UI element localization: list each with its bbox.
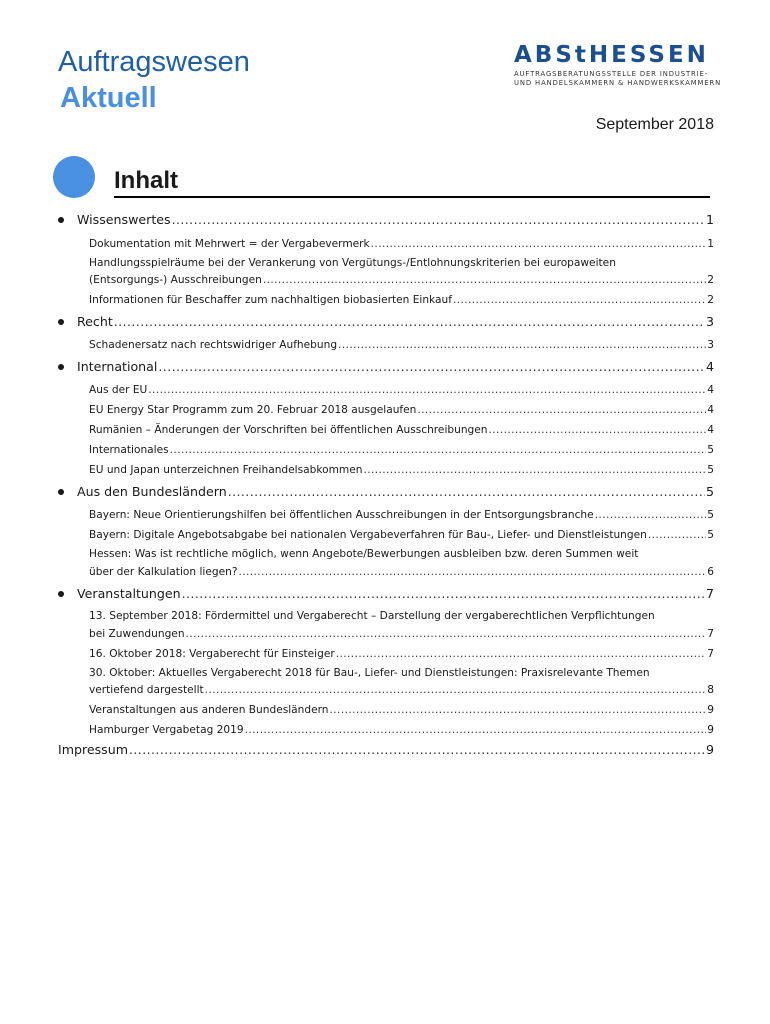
toc-entry-wissenswertes[interactable] [77,212,714,228]
toc-entry-label: Veranstaltungen aus anderen Bundesländern [89,704,329,716]
toc-entry-international[interactable] [77,359,714,375]
toc-entry-recht[interactable] [77,314,714,330]
toc-entry-rumaenien[interactable] [89,423,714,437]
toc-page-number: 9 [707,724,714,736]
toc-entry-label: Recht [77,314,113,329]
toc-entry-label: Rumänien – Änderungen der Vorschriften bei öffentlichen Ausschreibungen [89,424,488,436]
toc-page-number: 7 [707,628,714,640]
toc-page-number: 5 [707,444,714,456]
toc-entry-label: 16. Oktober 2018: Vergaberecht für Einsteiger [89,648,335,660]
toc-entry-label: EU Energy Star Programm zum 20. Februar 2018 ausgelaufen [89,404,417,416]
toc-entry-label: Aus den Bundesländern [77,484,227,499]
toc-entry-energy-star[interactable] [89,403,714,417]
absthessen-logo [514,40,720,88]
toc-entry-label: Hamburger Vergabetag 2019 [89,724,244,736]
toc-entry-label: Wissenswertes [77,212,171,227]
toc-entry-label: Impressum [58,742,128,757]
toc-entry-aktuelles-vergaberecht-line1[interactable]: 30. Oktober: Aktuelles Vergaberecht 2018 für Bau-, Liefer- und Dienstleistungen: Praxisrelevante Themen [89,667,650,679]
toc-entry-andere-bundeslaender[interactable] [89,703,714,717]
toc-page-number: 9 [705,742,714,757]
toc-page-number: 1 [707,238,714,250]
toc-entry-aus-der-eu[interactable] [89,383,714,397]
toc-entry-label: Informationen für Beschaffer zum nachhaltigen biobasierten Einkauf [89,294,452,306]
toc-entry-bayern-digital[interactable] [89,528,714,542]
toc-page-number: 1 [705,212,714,227]
bullet-icon [58,489,64,495]
logo-tagline-1: AUFTRAGSBERATUNGSSTELLE DER INDUSTRIE- [514,70,709,78]
toc-page-number: 4 [705,359,714,374]
toc-entry-hessen[interactable] [89,565,714,579]
toc-entry-label: bei Zuwendungen [89,628,185,640]
decorative-circle [53,156,95,198]
toc-page-number: 4 [707,404,714,416]
issue-date: September 2018 [595,116,714,133]
toc-page-number: 8 [707,684,714,696]
toc-page-number: 3 [707,339,714,351]
toc-entry-bayern-orientierung[interactable] [89,508,714,522]
toc-entry-label: Schadenersatz nach rechtswidriger Aufhebung [89,339,338,351]
logo-tagline-2: UND HANDELSKAMMERN & HANDWERKSKAMMERN [514,79,722,87]
toc-entry-foerdermittel-line1[interactable]: 13. September 2018: Fördermittel und Vergaberecht – Darstellung der vergaberechtlichen Verpflichtungen [89,610,655,622]
toc-entry-vergabevermerk[interactable] [89,237,714,251]
toc-heading: Inhalt [114,166,710,198]
bullet-icon [58,364,64,370]
toc-page-number: 5 [705,484,714,499]
toc-page-number: 9 [707,704,714,716]
toc-entry-einsteiger[interactable] [89,647,714,661]
bullet-icon [58,319,64,325]
logo-wordmark: ABStHESSEN [514,42,709,68]
toc-page-number: 4 [707,424,714,436]
toc-entry-label: Dokumentation mit Mehrwert = der Vergabevermerk [89,238,370,250]
toc-page-number: 5 [707,464,714,476]
toc-entry-label: Veranstaltungen [77,586,181,601]
bullet-icon [58,591,64,597]
toc-entry-impressum[interactable] [58,742,714,758]
toc-page-number: 7 [705,586,714,601]
newsletter-title: Auftragswesen [58,46,250,78]
toc-entry-label: (Entsorgungs-) Ausschreibungen [89,274,262,286]
toc-page-number: 6 [707,566,714,578]
toc-entry-label: Bayern: Neue Orientierungshilfen bei öffentlichen Ausschreibungen in der Entsorgungsbranche [89,509,594,521]
toc-entry-hamburger-vergabetag[interactable] [89,723,714,737]
toc-page-number: 7 [707,648,714,660]
toc-entry-label: Internationales [89,444,169,456]
toc-entry-foerdermittel[interactable] [89,627,714,641]
toc-page-number: 5 [707,529,714,541]
toc-entry-label: International [77,359,158,374]
toc-entry-verguetung[interactable] [89,273,714,287]
bullet-icon [58,217,64,223]
toc-page-number: 2 [707,274,714,286]
toc-page-number: 3 [705,314,714,329]
toc-entry-bundeslaender[interactable] [77,484,714,500]
toc-page-number: 4 [707,384,714,396]
toc-entry-label: vertiefend dargestellt [89,684,204,696]
toc-entry-hessen-line1[interactable]: Hessen: Was ist rechtliche möglich, wenn Angebote/Bewerbungen ausbleiben bzw. deren Summen weit [89,548,639,560]
toc-entry-label: EU und Japan unterzeichnen Freihandelsabkommen [89,464,363,476]
toc-entry-veranstaltungen[interactable] [77,586,714,602]
toc-entry-internationales[interactable] [89,443,714,457]
toc-entry-verguetung-line1[interactable]: Handlungsspielräume bei der Verankerung von Vergütungs-/Entlohnungskriterien bei europaweiten [89,257,616,269]
toc-entry-beschaffer[interactable] [89,293,714,307]
newsletter-subtitle: Aktuell [60,82,157,114]
toc-entry-label: Bayern: Digitale Angebotsabgabe bei nationalen Vergabeverfahren für Bau-, Liefer- und Dienstleistungen [89,529,647,541]
toc-entry-schadenersatz[interactable] [89,338,714,352]
toc-entry-label: über der Kalkulation liegen? [89,566,238,578]
toc-entry-eu-japan[interactable] [89,463,714,477]
toc-page-number: 5 [707,509,714,521]
toc-entry-label: Aus der EU [89,384,148,396]
toc-entry-aktuelles-vergaberecht[interactable] [89,683,714,697]
toc-page-number: 2 [707,294,714,306]
